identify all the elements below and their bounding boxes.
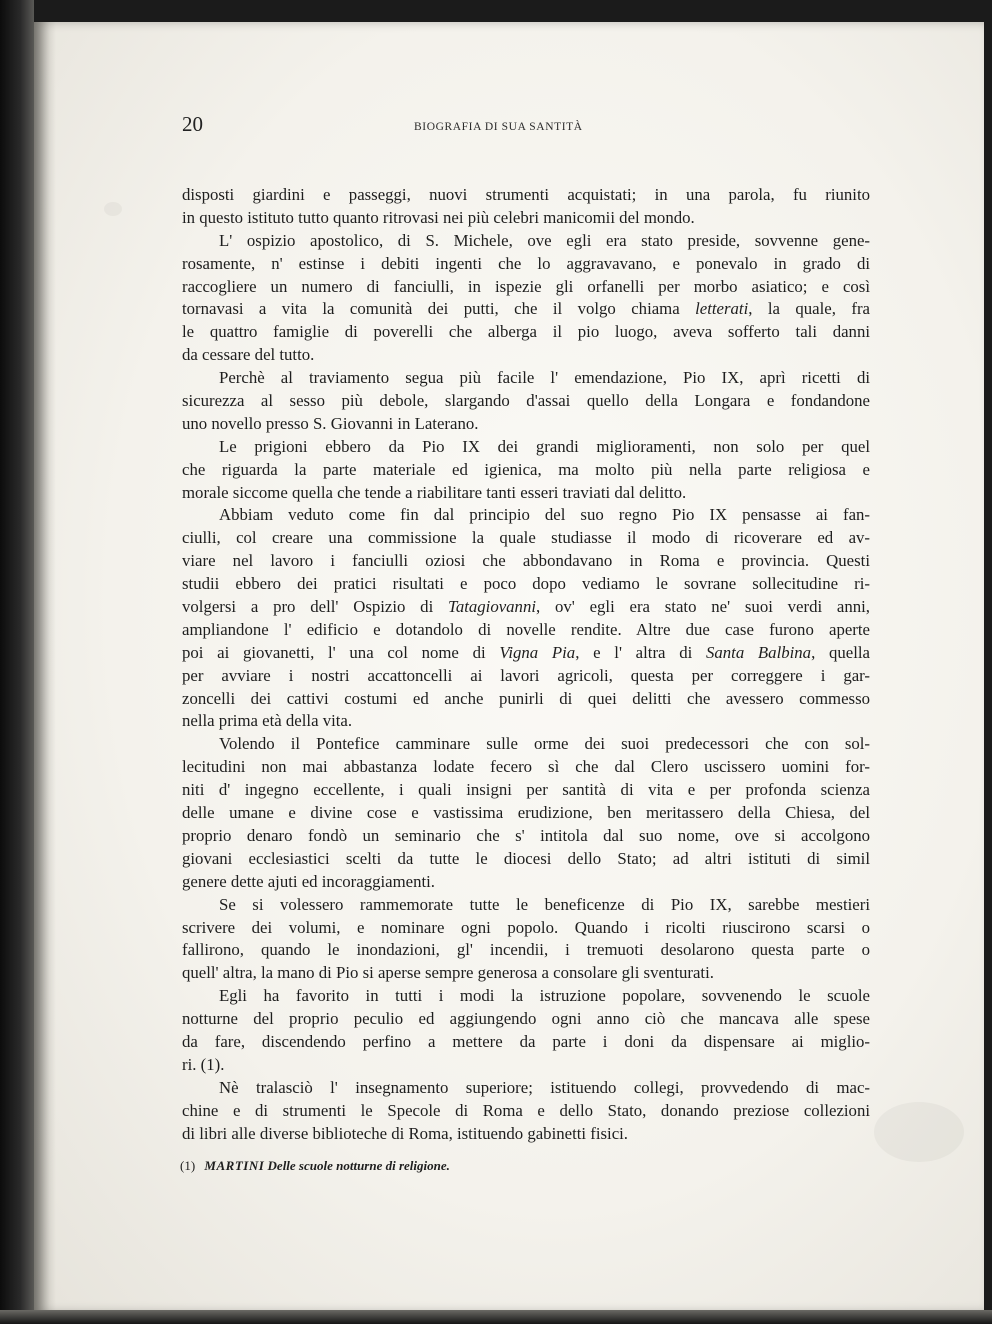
scan-border-left [0,0,34,1324]
text-line: Egli ha favorito in tutti i modi la istruzione popolare, sovvenendo le scuole [219,986,870,1006]
text-line: fallirono, quando le inondazioni, gl' incendii, i tremuoti desolarono questa parte o [182,940,870,960]
page-gutter-shadow [34,22,56,1312]
paper-stain [104,202,122,216]
text-line: in questo istituto tutto quanto ritrovasi nei più celebri manicomii del mondo. [182,207,695,227]
text-line: Le prigioni ebbero da Pio IX dei grandi miglioramenti, non solo per quel [219,436,870,456]
text-line: niti d' ingegno eccellente, i quali insigni per santità di vita e per profonda scienza [182,780,870,800]
text-line: sicurezza al sesso più debole, slargando d'assai quello della Longara e fondandone [182,391,870,411]
text-line: disposti giardini e passeggi, nuovi strumenti acquistati; in una parola, fu riunito [182,185,870,204]
text-line: proprio denaro fondò un seminario che s' intitola dal suo nome, ove si accolgono [182,825,870,845]
text-line: notturne del proprio peculio ed aggiungendo ogni anno ciò che mancava alle spese [182,1009,870,1029]
text-line: da fare, discendendo perfino a mettere da parte i doni da dispensare ai miglio- [182,1031,870,1051]
body-text [182,184,870,1145]
text-line: delle umane e divine cose e vastissima erudizione, ben meritassero della Chiesa, del [182,803,870,823]
text-line: L' ospizio apostolico, di S. Michele, ove egli era stato preside, sovvenne gene- [219,230,870,250]
text-line: per avviare i nostri accattoncelli ai lavori agricoli, questa per correggere i gar- [182,665,870,685]
text-line: ampliandone l' edificio e dotandolo di novelle rendite. Altre due case furono aperte [182,619,870,639]
text-line: scrivere dei volumi, e nominare ogni popolo. Quando i ricolti riuscirono scarsi o [182,917,870,937]
text-line: tornavasi a vita la comunità dei putti, che il volgo chiama letterati, la quale, fra [182,299,870,319]
text-line: le quattro famiglie di poverelli che alberga il pio luogo, aveva sofferto tali danni [182,322,870,342]
text-line: uno novello presso S. Giovanni in Laterano. [182,413,479,433]
text-line: studii ebbero dei pratici risultati e poco dopo vediamo le sovrane sollecitudine ri- [182,574,870,594]
text-line: giovani ecclesiastici scelti da tutte le diocesi dello Stato; ad altri istituti di simil [182,848,870,868]
text-line: lecitudini non mai abbastanza lodate fecero sì che dal Clero uscissero uomini for- [182,757,870,777]
running-head [182,112,942,142]
text-line: poi ai giovanetti, l' una col nome di Vigna Pia, e l' altra di Santa Balbina, quella [182,642,870,662]
text-line: ri. (1). [182,1054,225,1074]
text-line: che riguarda la parte materiale ed igienica, ma molto più nella parte religiosa e [182,459,870,479]
footnote [180,1158,450,1174]
text-line: da cessare del tutto. [182,345,315,365]
text-line: Se si volessero rammemorate tutte le beneficenze di Pio IX, sarebbe mestieri [219,894,870,914]
text-line: chine e di strumenti le Specole di Roma e dello Stato, donando preziose collezioni [182,1100,870,1120]
scan-border-bottom [0,1310,992,1324]
text-line: volgersi a pro dell' Ospizio di Tatagiovanni, ov' egli era stato ne' suoi verdi anni, [182,597,871,617]
text-line: di libri alle diverse biblioteche di Roma, istituendo gabinetti fisici. [182,1123,629,1143]
footnote-title: Delle scuole notturne di religione. [267,1158,450,1173]
paper-stain [874,1102,964,1162]
text-line: viare nel lavoro i fanciulli oziosi che abbondavano in Roma e provincia. Questi [182,551,870,571]
text-line: rosamente, n' estinse i debiti ingenti che lo aggravavano, e ponevalo in grado di [182,253,870,273]
text-line: genere dette ajuti ed incoraggiamenti. [182,871,436,891]
text-line: nella prima età della vita. [182,711,353,731]
text-line: Volendo il Pontefice camminare sulle orme dei suoi predecessori che con sol- [219,734,870,754]
text-line: Perchè al traviamento segua più facile l' emendazione, Pio IX, aprì ricetti di [219,368,870,388]
text-line: morale siccome quella che tende a riabilitare tanti esseri traviati dal delitto. [182,482,687,502]
text-line: Abbiam veduto come fin dal principio del suo regno Pio IX pensasse ai fan- [219,505,870,525]
text-line: quell' altra, la mano di Pio si aperse sempre generosa a consolare gli sventurati. [182,963,714,983]
text-line: zoncelli dei cattivi costumi ed anche punirli di quei delitti che avessero commesso [182,688,870,708]
text-line: Nè tralasciò l' insegnamento superiore; istituendo collegi, provvedendo di mac- [219,1077,870,1097]
footnote-mark: (1) [180,1158,196,1173]
text-line: raccogliere un numero di fanciulli, in ispezie gli orfanelli per morbo asiatico; e così [182,276,870,296]
page-number: 20 [182,112,203,136]
footnote-author: MARTINI [204,1158,265,1173]
running-title: BIOGRAFIA DI SUA SANTITÀ [414,121,583,133]
text-line: ciulli, col creare una commissione la quale studiasse il modo di ricoverare ed av- [182,528,870,548]
